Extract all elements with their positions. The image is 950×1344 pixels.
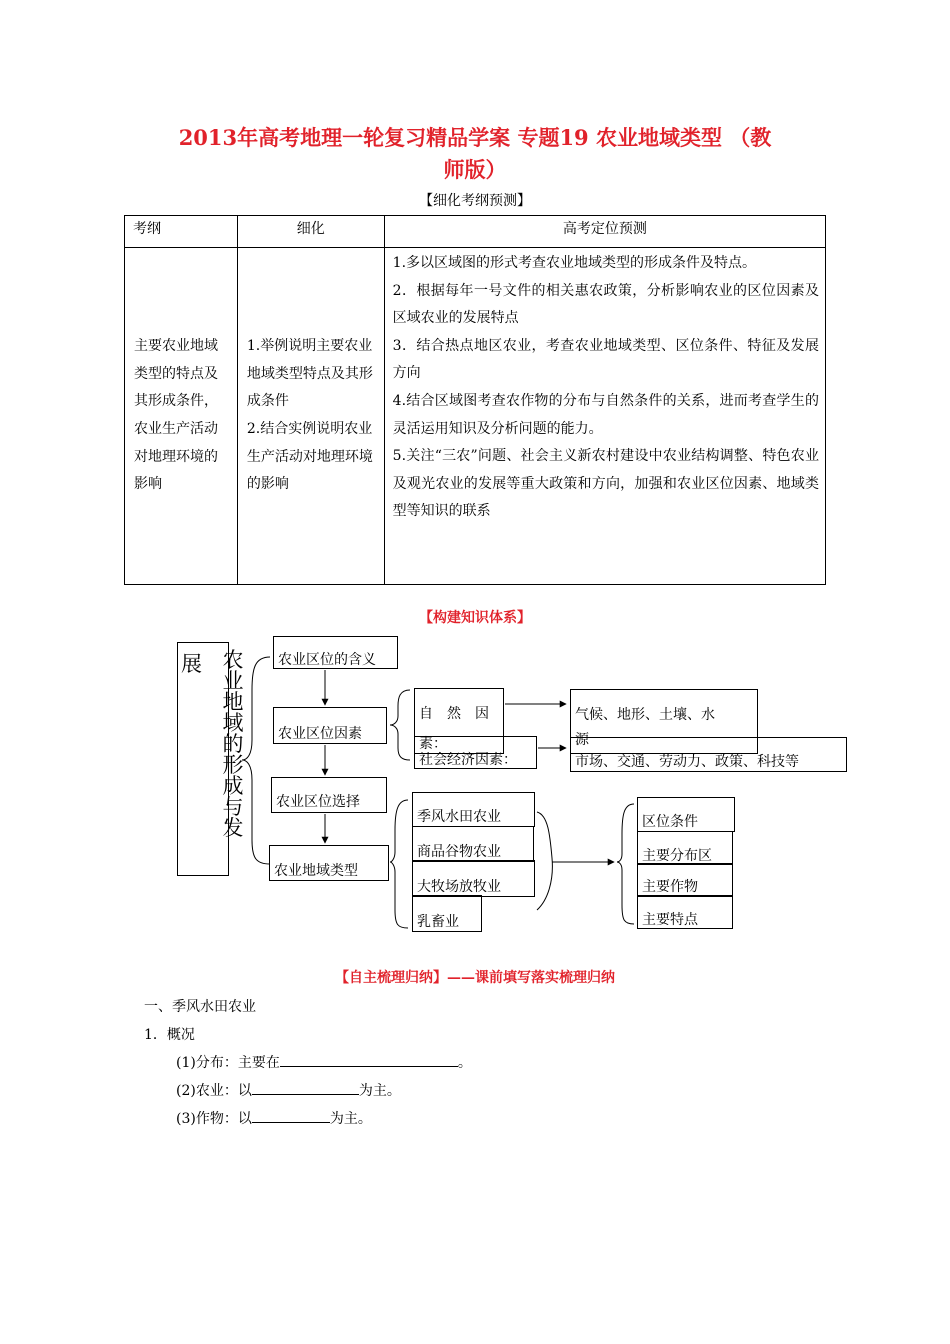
join-types: [537, 812, 552, 910]
box-factors: 农业区位因素: [273, 707, 387, 744]
review-title: 【自主梳理归纳】——课前填写落实梳理归纳: [335, 970, 615, 986]
brace-factors: [390, 690, 410, 760]
box-social-detail: 市场、交通、劳动力、政策、科技等: [570, 737, 847, 772]
box-aspect-location: 区位条件: [637, 797, 735, 832]
big-box-top-char: 展: [181, 652, 202, 676]
outline-cell: 主要农业地域类型的特点及其形成条件，农业生产活动对地理环境的影响: [125, 248, 238, 585]
knowledge-title: 【构建知识体系】: [419, 610, 531, 626]
header-detail: 细化: [237, 216, 384, 248]
review-item-2-post: 为主。: [358, 1083, 401, 1099]
box-aspect-crops: 主要作物: [637, 863, 733, 897]
prediction-item-5: 5.关注“三农”问题、社会主义新农村建设中农业结构调整、特色农业及观光农业的发展等重大政策和方向，加强和农业区位因素、地域类型等知识的联系: [392, 448, 819, 520]
title-line-2: 师版）: [443, 157, 507, 182]
detail-item-1: 1.举例说明主要农业地域类型特点及其形成条件: [246, 338, 373, 410]
fill-blank-3[interactable]: [252, 1108, 330, 1123]
box-natural-detail-cont: 源: [575, 732, 589, 748]
prediction-item-2: 2．根据每年一号文件的相关惠农政策，分析影响农业的区位因素及区域农业的发展特点: [392, 282, 819, 327]
box-natural-text: 自 然 因: [419, 706, 489, 722]
box-types: 农业地域类型: [269, 845, 389, 881]
big-box-vertical-text: 农业地域的形成与发: [222, 648, 244, 840]
review-item-1-pre: (1)分布：主要在: [176, 1055, 280, 1071]
brace-types: [390, 800, 408, 928]
detail-item-2: 2.结合实例说明农业生产活动对地理环境的影响: [246, 421, 373, 493]
box-type-ranching: 大牧场放牧业: [412, 860, 535, 897]
review-item-3-pre: (3)作物：以: [176, 1111, 252, 1127]
box-aspect-features: 主要特点: [637, 895, 733, 929]
box-type-dairy: 乳畜业: [412, 895, 482, 932]
box-choice: 农业区位选择: [271, 777, 387, 813]
review-item-3-post: 为主。: [329, 1111, 372, 1127]
box-meaning: 农业区位的含义: [273, 636, 398, 669]
box-aspect-distribution: 主要分布区: [637, 831, 733, 865]
box-type-rice: 季风水田农业: [412, 792, 535, 827]
brace-main: [242, 657, 270, 864]
header-prediction: 高考定位预测: [384, 216, 825, 248]
brace-aspects: [617, 804, 634, 924]
section-subtitle: 【细化考纲预测】: [419, 193, 531, 209]
review-item-2: [176, 1080, 401, 1100]
review-item-3: [176, 1108, 372, 1128]
review-item-1: [176, 1052, 472, 1072]
review-item-2-pre: (2)农业：以: [176, 1083, 252, 1099]
review-heading-2: 1．概况: [144, 1027, 195, 1043]
fill-blank-1[interactable]: [280, 1052, 458, 1067]
box-natural-text-cont: 素：: [419, 736, 447, 752]
prediction-item-3: 3．结合热点地区农业，考查农业地域类型、区位条件、特征及发展方向: [392, 337, 819, 382]
review-item-1-post: 。: [457, 1055, 472, 1071]
review-heading-1: 一、季风水田农业: [144, 999, 256, 1015]
box-type-grain: 商品谷物农业: [412, 826, 534, 862]
prediction-item-4: 4.结合区域图考查农作物的分布与自然条件的关系，进而考查学生的灵活运用知识及分析问题的能力。: [392, 392, 819, 437]
header-outline: 考纲: [125, 216, 238, 248]
fill-blank-2[interactable]: [252, 1080, 359, 1095]
title-line-1: 2013年高考地理一轮复习精品学案 专题19 农业地域类型 （教: [178, 125, 772, 150]
box-social: 社会经济因素：: [414, 736, 537, 769]
box-natural-detail-text: 气候、地形、土壤、水: [575, 707, 715, 723]
prediction-item-1: 1.多以区域图的形式考查农业地域类型的形成条件及特点。: [392, 255, 757, 271]
